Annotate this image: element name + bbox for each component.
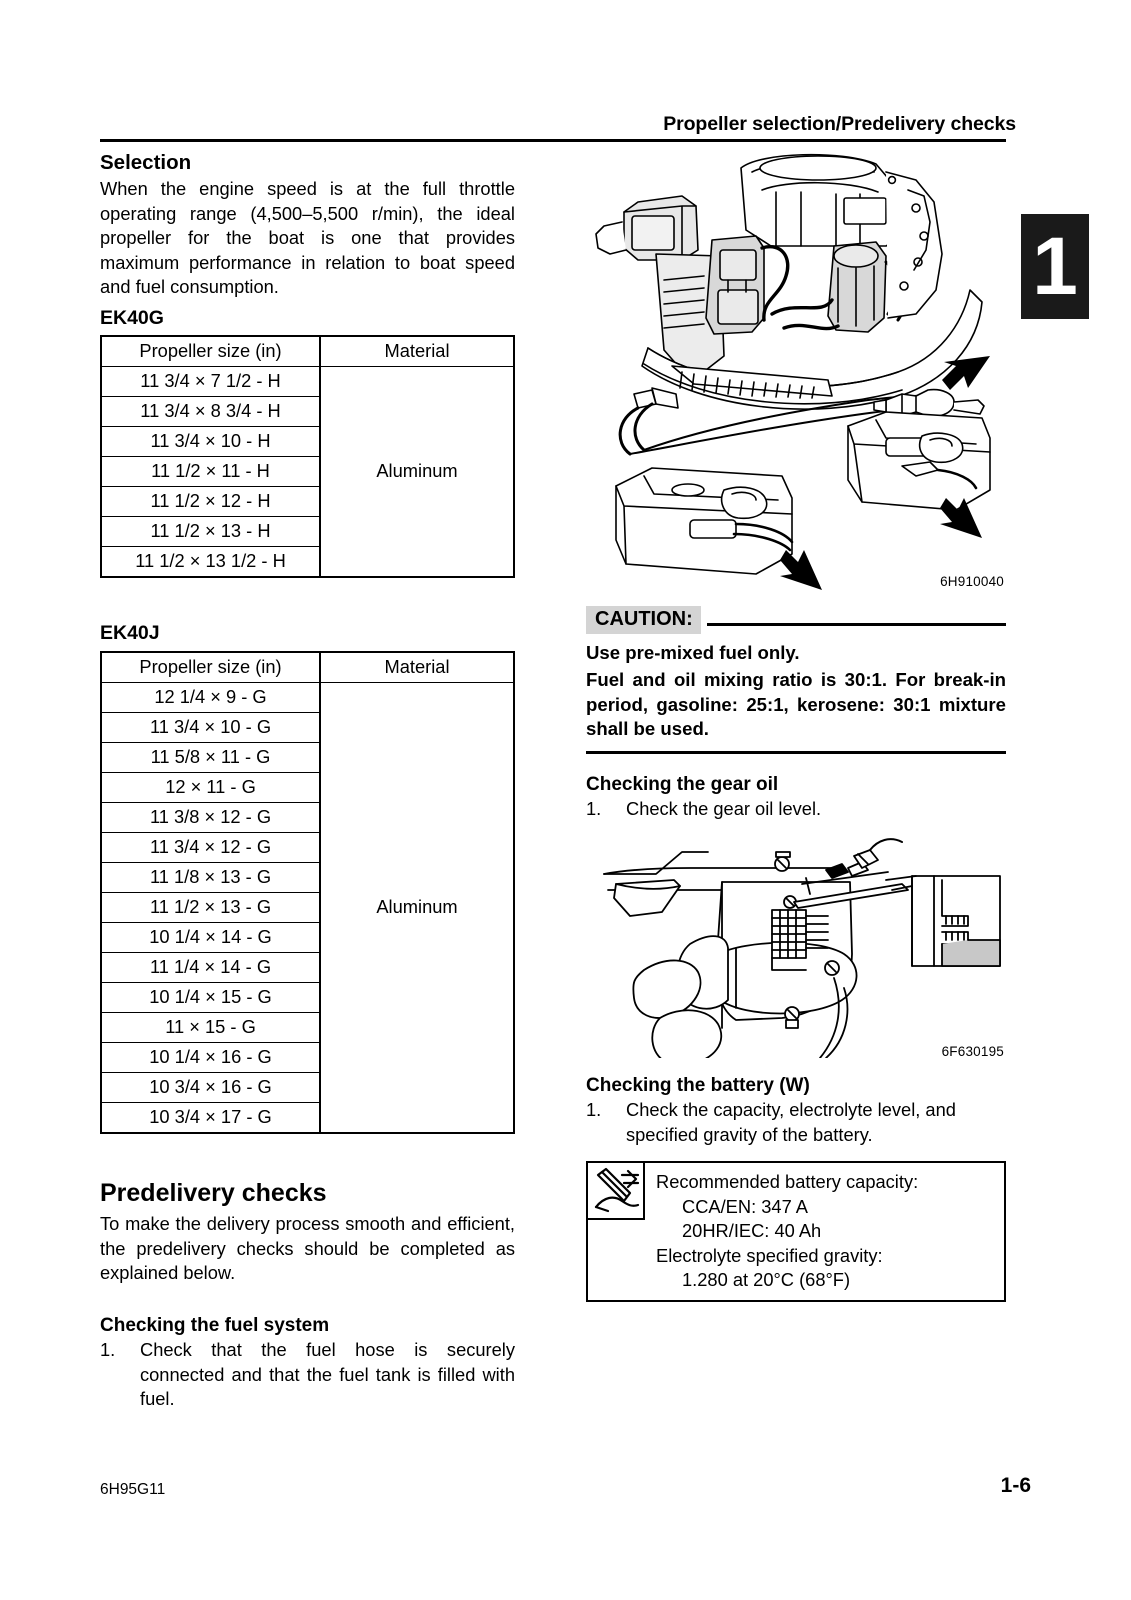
propeller-size-cell: 11 3/4 × 7 1/2 - H [101,367,320,397]
propeller-size-cell: 11 5/8 × 11 - G [101,742,320,772]
step-number: 1. [586,798,602,820]
step-number: 1. [100,1339,116,1361]
caution-header-rule [707,623,1006,626]
propeller-size-cell: 11 1/2 × 13 - H [101,517,320,547]
propeller-size-cell: 11 3/8 × 12 - G [101,802,320,832]
column-header-propeller-size: Propeller size (in) [101,652,320,683]
propeller-size-cell: 10 1/4 × 16 - G [101,1042,320,1072]
figure-gearcase [586,828,1006,1068]
step-text: Check that the fuel hose is securely connected and that the fuel tank is filled with fuel. [140,1339,515,1410]
model-heading-ek40g: EK40G [100,306,164,329]
gear-oil-step-1 [586,797,1006,822]
fuel-system-step-1 [100,1338,515,1412]
table-row [101,367,514,397]
material-cell: Aluminum [320,682,514,1133]
battery-step-1 [586,1098,1006,1147]
material-cell: Aluminum [320,367,514,578]
caution-line-1: Use pre-mixed fuel only. [586,642,800,663]
chapter-tab-number: 1 [1021,214,1089,319]
propeller-size-cell: 10 3/4 × 17 - G [101,1102,320,1133]
header-divider [100,139,1006,142]
propeller-size-cell: 11 3/4 × 10 - G [101,712,320,742]
gear-oil-heading: Checking the gear oil [586,774,779,796]
predelivery-heading: Predelivery checks [100,1178,327,1207]
spec-line-cca: CCA/EN: 347 A [682,1195,808,1217]
propeller-size-cell: 12 × 11 - G [101,772,320,802]
figure-engine-fuel-system [586,150,1006,600]
spec-line-gravity-value: 1.280 at 20°C (68°F) [682,1269,851,1291]
figure-reference-gearcase: 6F630195 [941,1044,1004,1060]
spec-line-20hr: 20HR/IEC: 40 Ah [682,1220,822,1242]
propeller-size-cell: 10 1/4 × 15 - G [101,982,320,1012]
propeller-table-ek40j [100,651,515,1134]
column-header-material: Material [320,336,514,367]
outboard-engine-illustration [586,150,1006,590]
propeller-size-cell: 11 1/2 × 13 - G [101,892,320,922]
caution-line-2: Fuel and oil mixing ratio is 30:1. For break-in period, gasoline: 25:1, kerosene: 30:1 mixture shall be used. [586,668,1006,740]
step-number: 1. [586,1099,602,1121]
caution-label: CAUTION: [586,606,701,634]
spec-line-capacity-label: Recommended battery capacity: [656,1171,919,1193]
propeller-size-cell: 10 3/4 × 16 - G [101,1072,320,1102]
caution-header-row [586,606,1006,634]
propeller-size-cell: 10 1/4 × 14 - G [101,922,320,952]
left-column [100,150,515,1412]
fuel-system-heading: Checking the fuel system [100,1315,330,1337]
footer-page-number: 1-6 [1000,1474,1031,1497]
selection-heading: Selection [100,151,192,174]
footer-document-code: 6H95G11 [100,1481,166,1498]
column-header-propeller-size: Propeller size (in) [101,336,320,367]
table-row [101,682,514,712]
lower-unit-illustration [586,828,1006,1058]
propeller-size-cell: 11 1/2 × 13 1/2 - H [101,547,320,578]
predelivery-body: To make the delivery process smooth and efficient, the predelivery checks should be completed as explained below. [100,1213,515,1284]
propeller-size-cell: 11 3/4 × 10 - H [101,427,320,457]
propeller-size-cell: 11 1/2 × 12 - H [101,487,320,517]
right-column [586,150,1006,1302]
measuring-tool-icon [588,1163,645,1220]
propeller-size-cell: 11 1/4 × 14 - G [101,952,320,982]
battery-heading: Checking the battery (W) [586,1075,810,1097]
propeller-size-cell: 11 1/8 × 13 - G [101,862,320,892]
caution-bottom-rule [586,751,1006,754]
spec-icon-container [588,1163,646,1300]
propeller-size-cell: 12 1/4 × 9 - G [101,682,320,712]
table-header-row [101,336,514,367]
figure-reference-engine: 6H910040 [940,574,1004,589]
propeller-size-cell: 11 1/2 × 11 - H [101,457,320,487]
battery-spec-box [586,1161,1006,1302]
propeller-size-cell: 11 × 15 - G [101,1012,320,1042]
propeller-size-cell: 11 3/4 × 12 - G [101,832,320,862]
spec-line-gravity-label: Electrolyte specified gravity: [656,1244,883,1266]
model-heading-ek40j: EK40J [100,622,160,645]
table-header-row [101,652,514,683]
propeller-table-ek40g [100,335,515,578]
caution-block [586,606,1006,754]
step-text: Check the capacity, electrolyte level, and specified gravity of the battery. [626,1099,956,1145]
battery-spec-text [646,1163,1004,1300]
selection-body: When the engine speed is at the full throttle operating range (4,500–5,500 r/min), the ideal propeller for the boat is one that provides maximum performance in relation to boat speed and fuel consumption. [100,178,515,298]
step-text: Check the gear oil level. [626,798,822,820]
propeller-size-cell: 11 3/4 × 8 3/4 - H [101,397,320,427]
column-header-material: Material [320,652,514,683]
page-header-title: Propeller selection/Predelivery checks [663,113,1016,135]
